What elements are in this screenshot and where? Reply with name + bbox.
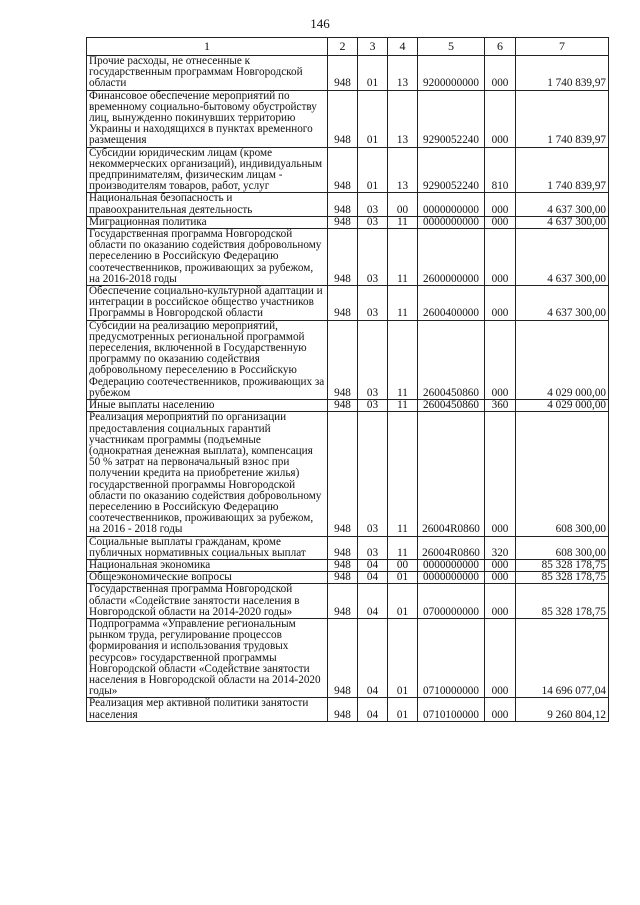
row-expense-type-cell: 000	[485, 584, 516, 619]
row-expense-type-cell: 000	[485, 286, 516, 321]
row-subsection-cell: 01	[388, 618, 418, 697]
row-subsection-cell: 11	[388, 320, 418, 399]
budget-table	[86, 37, 609, 722]
header-cell: 2	[328, 38, 358, 56]
row-name-cell: Реализация мер активной политики занятости населения	[87, 698, 328, 721]
row-name-cell: Иные выплаты населению	[87, 400, 328, 412]
row-subsection-cell: 13	[388, 147, 418, 193]
header-cell: 6	[485, 38, 516, 56]
row-code-cell: 948	[328, 216, 358, 228]
row-expense-type-cell: 000	[485, 572, 516, 584]
row-target-code-cell: 0000000000	[418, 216, 485, 228]
row-target-code-cell: 2600450860	[418, 400, 485, 412]
table-row	[87, 572, 609, 584]
row-amount-cell: 4 637 300,00	[516, 193, 609, 216]
row-name-cell: Прочие расходы, не отнесенные к государственным программам Новгородской области	[87, 56, 328, 91]
header-cell: 3	[358, 38, 388, 56]
row-target-code-cell: 0710100000	[418, 698, 485, 721]
row-target-code-cell: 0700000000	[418, 584, 485, 619]
row-name-cell: Государственная программа Новгородской области по оказанию содействия добровольному переселению в Российскую Федерацию соотечественников, проживающих за рубежом, на 2016-2018 годы	[87, 229, 328, 286]
table-row	[87, 147, 609, 193]
row-code-cell: 948	[328, 536, 358, 559]
row-amount-cell: 1 740 839,97	[516, 56, 609, 91]
header-cell: 1	[87, 38, 328, 56]
row-section-cell: 04	[358, 618, 388, 697]
row-expense-type-cell: 000	[485, 216, 516, 228]
row-code-cell: 948	[328, 229, 358, 286]
row-code-cell: 948	[328, 698, 358, 721]
row-code-cell: 948	[328, 412, 358, 536]
row-amount-cell: 85 328 178,75	[516, 584, 609, 619]
row-subsection-cell: 11	[388, 216, 418, 228]
row-subsection-cell: 00	[388, 559, 418, 571]
table-row	[87, 584, 609, 619]
row-code-cell: 948	[328, 572, 358, 584]
row-expense-type-cell: 000	[485, 320, 516, 399]
row-section-cell: 03	[358, 412, 388, 536]
row-code-cell: 948	[328, 618, 358, 697]
row-amount-cell: 4 637 300,00	[516, 229, 609, 286]
row-code-cell: 948	[328, 286, 358, 321]
row-name-cell: Подпрограмма «Управление региональным рынком труда, регулирование процессов формирования и использования трудовых ресурсов» государственной программы Новгородской области «Содействие занятости населения в Новгородской области на 2014-2020 годы»	[87, 618, 328, 697]
row-section-cell: 03	[358, 229, 388, 286]
row-subsection-cell: 01	[388, 584, 418, 619]
row-name-cell: Национальная безопасность и правоохранительная деятельность	[87, 193, 328, 216]
row-expense-type-cell: 000	[485, 559, 516, 571]
row-subsection-cell: 00	[388, 193, 418, 216]
row-section-cell: 03	[358, 400, 388, 412]
row-expense-type-cell: 000	[485, 618, 516, 697]
row-section-cell: 03	[358, 286, 388, 321]
row-target-code-cell: 2600400000	[418, 286, 485, 321]
row-amount-cell: 14 696 077,04	[516, 618, 609, 697]
row-amount-cell: 4 029 000,00	[516, 400, 609, 412]
row-name-cell: Субсидии юридическим лицам (кроме некоммерческих организаций), индивидуальным предпринимателям, физическим лицам - производителям товаров, работ, услуг	[87, 147, 328, 193]
row-expense-type-cell: 000	[485, 229, 516, 286]
table-row	[87, 559, 609, 571]
table-row	[87, 193, 609, 216]
row-section-cell: 01	[358, 90, 388, 147]
row-section-cell: 03	[358, 193, 388, 216]
row-subsection-cell: 13	[388, 56, 418, 91]
row-section-cell: 03	[358, 320, 388, 399]
header-cell: 4	[388, 38, 418, 56]
row-subsection-cell: 11	[388, 400, 418, 412]
row-section-cell: 03	[358, 216, 388, 228]
row-amount-cell: 1 740 839,97	[516, 90, 609, 147]
row-section-cell: 04	[358, 584, 388, 619]
row-amount-cell: 608 300,00	[516, 412, 609, 536]
row-amount-cell: 9 260 804,12	[516, 698, 609, 721]
row-expense-type-cell: 000	[485, 193, 516, 216]
row-expense-type-cell: 360	[485, 400, 516, 412]
row-amount-cell: 4 029 000,00	[516, 320, 609, 399]
row-target-code-cell: 2600000000	[418, 229, 485, 286]
row-name-cell: Финансовое обеспечение мероприятий по временному социально-бытовому обустройству лиц, вынужденно покинувших территорию Украины и находящихся в пунктах временного размещения	[87, 90, 328, 147]
row-expense-type-cell: 320	[485, 536, 516, 559]
row-name-cell: Субсидии на реализацию мероприятий, предусмотренных региональной программой переселения, включенной в Государственную программу по оказанию содействия добровольному переселению в Российскую Федерацию соотечественников, проживающих за рубежом	[87, 320, 328, 399]
row-target-code-cell: 9200000000	[418, 56, 485, 91]
row-target-code-cell: 9290052240	[418, 147, 485, 193]
row-expense-type-cell: 000	[485, 56, 516, 91]
row-amount-cell: 608 300,00	[516, 536, 609, 559]
row-section-cell: 01	[358, 147, 388, 193]
table-body	[87, 56, 609, 722]
row-expense-type-cell: 000	[485, 698, 516, 721]
row-target-code-cell: 2600450860	[418, 320, 485, 399]
row-subsection-cell: 11	[388, 536, 418, 559]
row-name-cell: Общеэкономические вопросы	[87, 572, 328, 584]
header-cell: 7	[516, 38, 609, 56]
row-code-cell: 948	[328, 400, 358, 412]
row-name-cell: Государственная программа Новгородской области «Содействие занятости населения в Новгородской области на 2014-2020 годы»	[87, 584, 328, 619]
row-subsection-cell: 13	[388, 90, 418, 147]
row-section-cell: 01	[358, 56, 388, 91]
row-code-cell: 948	[328, 193, 358, 216]
table-row	[87, 216, 609, 228]
row-amount-cell: 1 740 839,97	[516, 147, 609, 193]
row-amount-cell: 4 637 300,00	[516, 216, 609, 228]
table-row	[87, 698, 609, 721]
row-section-cell: 04	[358, 572, 388, 584]
row-name-cell: Миграционная политика	[87, 216, 328, 228]
row-expense-type-cell: 000	[485, 412, 516, 536]
row-name-cell: Национальная экономика	[87, 559, 328, 571]
row-target-code-cell: 26004R0860	[418, 536, 485, 559]
table-row	[87, 400, 609, 412]
row-code-cell: 948	[328, 320, 358, 399]
row-amount-cell: 85 328 178,75	[516, 572, 609, 584]
page-number: 146	[310, 16, 330, 31]
row-code-cell: 948	[328, 147, 358, 193]
table-row	[87, 618, 609, 697]
row-target-code-cell: 26004R0860	[418, 412, 485, 536]
table-row	[87, 412, 609, 536]
row-target-code-cell: 0710000000	[418, 618, 485, 697]
table-row	[87, 320, 609, 399]
table-row	[87, 286, 609, 321]
row-code-cell: 948	[328, 90, 358, 147]
header-cell: 5	[418, 38, 485, 56]
row-target-code-cell: 9290052240	[418, 90, 485, 147]
row-code-cell: 948	[328, 584, 358, 619]
row-amount-cell: 85 328 178,75	[516, 559, 609, 571]
row-name-cell: Социальные выплаты гражданам, кроме публичных нормативных социальных выплат	[87, 536, 328, 559]
row-subsection-cell: 11	[388, 412, 418, 536]
table-row	[87, 536, 609, 559]
row-target-code-cell: 0000000000	[418, 572, 485, 584]
row-target-code-cell: 0000000000	[418, 193, 485, 216]
row-name-cell: Реализация мероприятий по организации предоставления социальных гарантий участникам программы (подъемные (однократная денежная выплата), компенсация 50 % затрат на первоначальный взнос при получении кредита на приобретение жилья) государственной программы Новгородской области по оказанию содействия добровольному переселению в Российскую Федерацию соотечественников, проживающих за рубежом, на 2016 - 2018 годы	[87, 412, 328, 536]
header-row	[87, 38, 609, 56]
table-row	[87, 229, 609, 286]
row-subsection-cell: 01	[388, 698, 418, 721]
row-section-cell: 03	[358, 536, 388, 559]
row-code-cell: 948	[328, 559, 358, 571]
row-code-cell: 948	[328, 56, 358, 91]
table-row	[87, 56, 609, 91]
table-row	[87, 90, 609, 147]
row-amount-cell: 4 637 300,00	[516, 286, 609, 321]
row-target-code-cell: 0000000000	[418, 559, 485, 571]
row-section-cell: 04	[358, 559, 388, 571]
row-name-cell: Обеспечение социально-культурной адаптации и интеграции в российское общество участников Программы в Новгородской области	[87, 286, 328, 321]
row-expense-type-cell: 810	[485, 147, 516, 193]
row-expense-type-cell: 000	[485, 90, 516, 147]
row-subsection-cell: 11	[388, 229, 418, 286]
row-subsection-cell: 01	[388, 572, 418, 584]
row-subsection-cell: 11	[388, 286, 418, 321]
row-section-cell: 04	[358, 698, 388, 721]
